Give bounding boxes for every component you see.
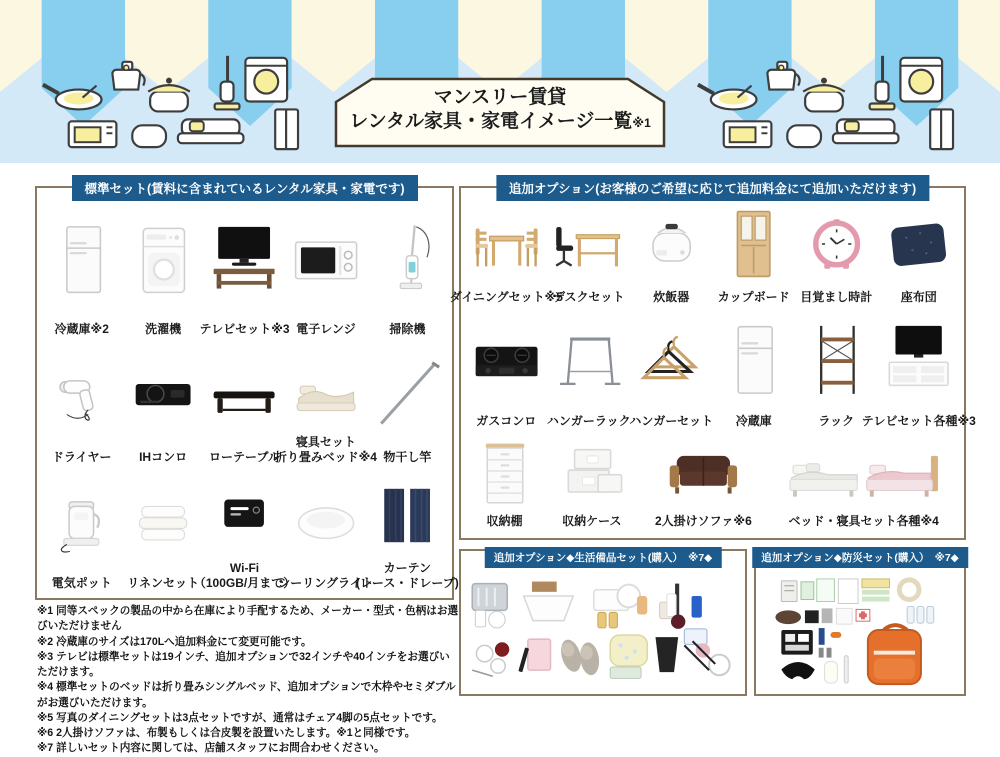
product-item <box>548 306 631 430</box>
product-label: 電子レンジ <box>296 321 356 336</box>
kitchen-appliances-illustration-right <box>688 47 956 153</box>
curtains-icon <box>368 468 447 561</box>
tv-brown-stand-icon <box>205 200 284 322</box>
product-label: ベッド・寝具セット各種※4 <box>788 513 939 528</box>
product-label: カーテン <box>383 561 432 576</box>
product-label: デスクセット <box>552 289 625 304</box>
additional-options-grid <box>449 188 976 530</box>
product-row <box>37 466 459 592</box>
floor-cushion-icon <box>879 198 960 290</box>
product-row <box>461 306 976 430</box>
product-item <box>713 306 796 430</box>
pocket-wifi-icon <box>205 468 284 561</box>
product-item <box>630 306 713 430</box>
footnote: ※7 詳しいセット内容に関しては、店舗スタッフにお問合わせください。 <box>37 742 385 755</box>
product-label: ダイニングセット※5 <box>449 289 563 304</box>
product-row <box>449 188 964 306</box>
tv-white-stand-icon <box>879 308 960 414</box>
ih-cooktop-icon <box>123 340 202 450</box>
product-label: ラック <box>818 413 855 428</box>
product-item <box>122 466 203 592</box>
product-label: 目覚まし時計 <box>800 289 873 304</box>
product-label: 収納ケース <box>562 513 622 528</box>
product-item <box>355 466 459 592</box>
cupboard-icon <box>714 198 795 290</box>
page-title-line2 <box>334 110 666 134</box>
product-item <box>795 306 878 430</box>
product-item <box>767 430 960 530</box>
electric-pot-icon <box>42 468 121 576</box>
product-label: カップボード <box>717 289 790 304</box>
product-label: 2人掛けソファ※6 <box>654 513 752 528</box>
product-label: 冷蔵庫 <box>735 413 772 428</box>
hair-dryer-icon <box>42 340 121 450</box>
linen-set-icon <box>123 468 202 576</box>
drawer-chest-icon <box>466 432 543 514</box>
product-label: ハンガーセット <box>629 413 714 428</box>
washer-icon <box>123 200 202 322</box>
product-row <box>37 338 452 466</box>
product-item <box>795 196 878 306</box>
product-item <box>41 198 122 338</box>
hanger-set-icon <box>631 308 712 414</box>
disaster-kit-collage-icon <box>759 573 961 691</box>
product-row <box>461 430 964 530</box>
product-item <box>367 338 448 466</box>
footnote: ※3 テレビは標準セットは19インチ、追加オプションで32インチや40インチをお選びいただけます。 <box>37 650 450 678</box>
footnote: ※1 同等スペックの製品の中から在庫により手配するため、メーカー・型式・色柄はお選びいただけません <box>37 605 459 633</box>
product-label: テレビセット各種※3 <box>861 413 976 428</box>
page-title-note: ※1 <box>632 115 651 130</box>
product-label: 掃除機 <box>389 321 426 336</box>
hanger-rack-icon <box>549 308 630 414</box>
additional-options-header: 追加オプション(お客様のご希望に応じて追加料金にて追加いただけます) <box>496 175 929 201</box>
product-item <box>544 430 639 530</box>
footnote: ※6 2人掛けソファは、布製もしくは合皮製を設置いたします。※1と同様です。 <box>37 727 416 739</box>
product-label: 物干し竿 <box>383 449 432 464</box>
product-label: 電気ポット <box>51 575 112 590</box>
product-label: テレビセット※3 <box>199 321 290 336</box>
product-item <box>204 338 285 466</box>
product-label: ドライヤー <box>51 449 112 464</box>
life-goods-header: 追加オプション◆生活備品セット(購入） ※7◆ <box>485 547 722 568</box>
product-item <box>285 198 366 338</box>
product-item <box>465 430 544 530</box>
product-item <box>193 466 296 592</box>
product-label: 収納棚 <box>486 513 523 528</box>
product-sublabel: (レース・ドレープ) <box>355 575 459 590</box>
title-plaque <box>334 77 666 148</box>
dining-set-icon <box>466 198 547 290</box>
product-label: ガスコンロ <box>476 413 537 428</box>
storage-cases-icon <box>545 432 638 514</box>
footnote: ※2 冷蔵庫のサイズは170Lへ追加料金にて変更可能です。 <box>37 635 312 648</box>
stick-vacuum-icon <box>368 200 447 322</box>
product-item <box>878 196 961 306</box>
life-goods-collage-icon <box>464 573 742 691</box>
product-label: 座布団 <box>900 289 937 304</box>
product-label: シーリングライト <box>278 575 374 590</box>
alarm-clock-icon <box>796 198 877 290</box>
laundry-pole-icon <box>368 340 447 450</box>
product-item <box>630 196 713 306</box>
product-sublabel: （100GB/月まで） <box>193 575 296 590</box>
product-item <box>713 196 796 306</box>
fridge-icon <box>714 308 795 414</box>
product-sublabel: 折り畳みベッド※4 <box>274 449 377 464</box>
product-item <box>449 196 563 306</box>
disaster-kit-box <box>754 549 966 696</box>
standard-set-grid <box>37 188 459 592</box>
loveseat-sofa-icon <box>640 432 766 514</box>
low-table-icon <box>205 340 284 450</box>
product-item <box>861 306 976 430</box>
standard-set-header: 標準セット(賃料に含まれているレンタル家具・家電です) <box>71 175 417 201</box>
page-title-line1: マンスリー賃貸 <box>433 87 567 108</box>
product-label: ローテーブル <box>209 449 280 464</box>
ceiling-light-icon <box>286 468 365 576</box>
product-label: 炊飯器 <box>653 289 690 304</box>
product-item <box>122 198 203 338</box>
product-item <box>639 430 767 530</box>
product-label: 洗濯機 <box>145 321 182 336</box>
bedding-folding-bed-icon <box>286 340 365 435</box>
rice-cooker-icon <box>631 198 712 290</box>
footnote: ※5 写真のダイニングセットは3点セットですが、通常はチェア4脚の5点セットです。 <box>37 711 443 724</box>
page-title-line2-text: レンタル家具・家電イメージ一覧 <box>349 110 633 132</box>
product-label: 冷蔵庫※2 <box>54 321 109 336</box>
life-goods-box <box>459 549 747 696</box>
product-item <box>548 196 631 306</box>
kitchen-appliances-illustration-left <box>33 47 301 153</box>
product-item <box>41 338 122 466</box>
product-label: リネンセット <box>127 575 199 590</box>
footnotes <box>37 604 459 757</box>
product-item <box>122 338 203 466</box>
product-label: Wi-Fi <box>229 561 260 576</box>
top-banner <box>0 0 1000 163</box>
footnote: ※4 標準セットのベッドは折り畳みシングルベッド、追加オプションで木枠やセミダブルがお選びいただけます。 <box>37 681 456 709</box>
product-label: ハンガーラック <box>546 413 631 428</box>
product-item <box>41 466 122 592</box>
microwave-icon <box>286 200 365 322</box>
standard-set-panel <box>35 182 459 600</box>
additional-options-panel <box>449 182 976 540</box>
product-row <box>37 188 452 338</box>
product-item <box>278 466 374 592</box>
product-label: IHコンロ <box>139 449 188 464</box>
product-item <box>274 338 377 466</box>
product-item <box>199 198 290 338</box>
product-item <box>367 198 448 338</box>
disaster-kit-header: 追加オプション◆防災セット(購入） ※7◆ <box>752 547 968 568</box>
desk-set-icon <box>549 198 630 290</box>
gas-stove-icon <box>466 308 547 414</box>
fridge-icon <box>42 200 121 322</box>
product-label: 寝具セット <box>295 435 356 450</box>
shelf-rack-icon <box>796 308 877 414</box>
beds-various-icon <box>768 432 959 514</box>
product-item <box>465 306 548 430</box>
